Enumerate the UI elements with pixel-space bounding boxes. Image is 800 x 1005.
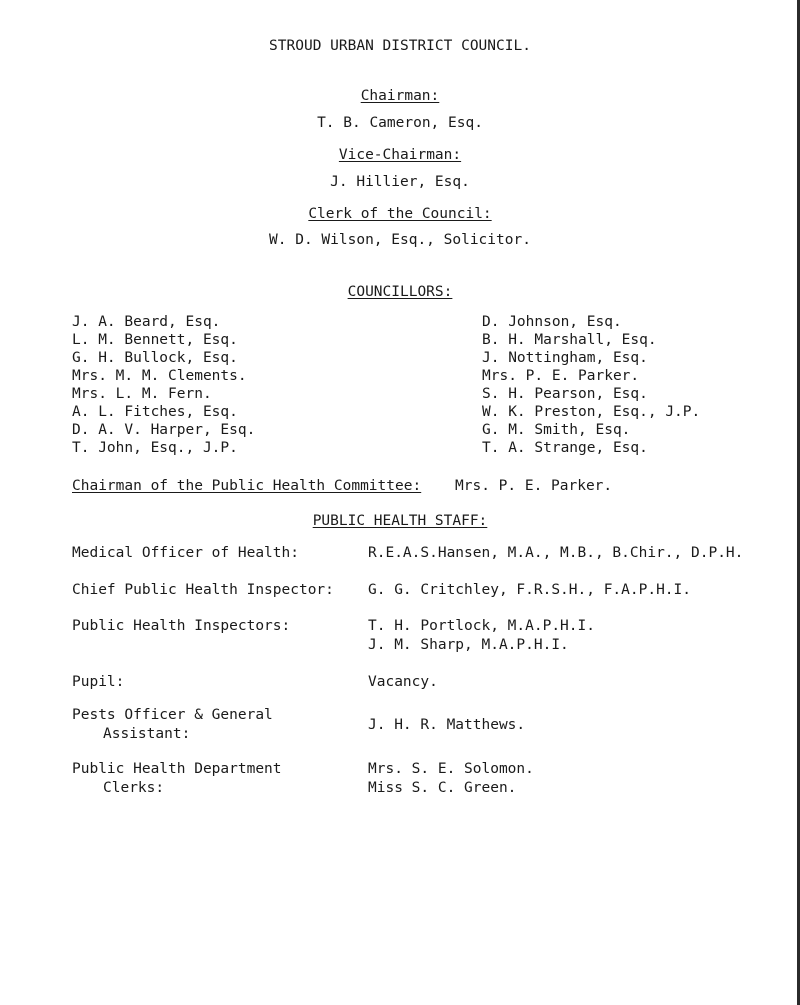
- phi-name-2: J. M. Sharp, M.A.P.H.I.: [368, 637, 569, 653]
- vice-chairman-label: Vice-Chairman:: [338, 147, 462, 163]
- councillors-label: COUNCILLORS:: [347, 284, 453, 300]
- list-item: D. Johnson, Esq.: [482, 314, 622, 330]
- list-item: A. L. Fitches, Esq.: [72, 404, 238, 420]
- list-item: T. John, Esq., J.P.: [72, 440, 238, 456]
- list-item: B. H. Marshall, Esq.: [482, 332, 657, 348]
- vice-chairman-name: J. Hillier, Esq.: [330, 174, 470, 190]
- list-item: J. A. Beard, Esq.: [72, 314, 221, 330]
- cphi-role: Chief Public Health Inspector:: [72, 582, 334, 598]
- list-item: J. Nottingham, Esq.: [482, 350, 648, 366]
- list-item: Mrs. L. M. Fern.: [72, 386, 212, 402]
- councillors-left-list: [72, 313, 255, 457]
- chairman-label: Chairman:: [360, 88, 440, 104]
- pests-name: J. H. R. Matthews.: [368, 717, 526, 733]
- clerks-name-1: Mrs. S. E. Solomon.: [368, 761, 534, 777]
- list-item: S. H. Pearson, Esq.: [482, 386, 648, 402]
- moh-role: Medical Officer of Health:: [72, 545, 299, 561]
- clerk-label: Clerk of the Council:: [308, 206, 492, 222]
- clerks-role-line-2: Clerks:: [103, 780, 165, 796]
- staff-label: PUBLIC HEALTH STAFF:: [312, 513, 488, 529]
- clerks-role-line-1: Public Health Department: [72, 761, 282, 777]
- list-item: Mrs. M. M. Clements.: [72, 368, 247, 384]
- pupil-name: Vacancy.: [368, 674, 438, 690]
- moh-name: R.E.A.S.Hansen, M.A., M.B., B.Chir., D.P.H.: [368, 545, 744, 561]
- list-item: Mrs. P. E. Parker.: [482, 368, 640, 384]
- cphi-name: G. G. Critchley, F.R.S.H., F.A.P.H.I.: [368, 582, 692, 598]
- clerk-name: W. D. Wilson, Esq., Solicitor.: [269, 232, 531, 248]
- phi-name-1: T. H. Portlock, M.A.P.H.I.: [368, 618, 595, 634]
- committee-chair-label: Chairman of the Public Health Committee:: [72, 478, 422, 494]
- list-item: T. A. Strange, Esq.: [482, 440, 648, 456]
- pupil-role: Pupil:: [72, 674, 125, 690]
- committee-chair-name: Mrs. P. E. Parker.: [455, 478, 613, 494]
- chairman-name: T. B. Cameron, Esq.: [317, 115, 483, 131]
- phi-role: Public Health Inspectors:: [72, 618, 291, 634]
- document-heading: STROUD URBAN DISTRICT COUNCIL.: [269, 38, 531, 54]
- list-item: G. H. Bullock, Esq.: [72, 350, 238, 366]
- clerks-name-2: Miss S. C. Green.: [368, 780, 517, 796]
- pests-role-line-1: Pests Officer & General: [72, 707, 273, 723]
- list-item: L. M. Bennett, Esq.: [72, 332, 238, 348]
- list-item: W. K. Preston, Esq., J.P.: [482, 404, 701, 420]
- pests-role-line-2: Assistant:: [103, 726, 191, 742]
- councillors-right-list: [482, 313, 700, 457]
- list-item: D. A. V. Harper, Esq.: [72, 422, 256, 438]
- list-item: G. M. Smith, Esq.: [482, 422, 631, 438]
